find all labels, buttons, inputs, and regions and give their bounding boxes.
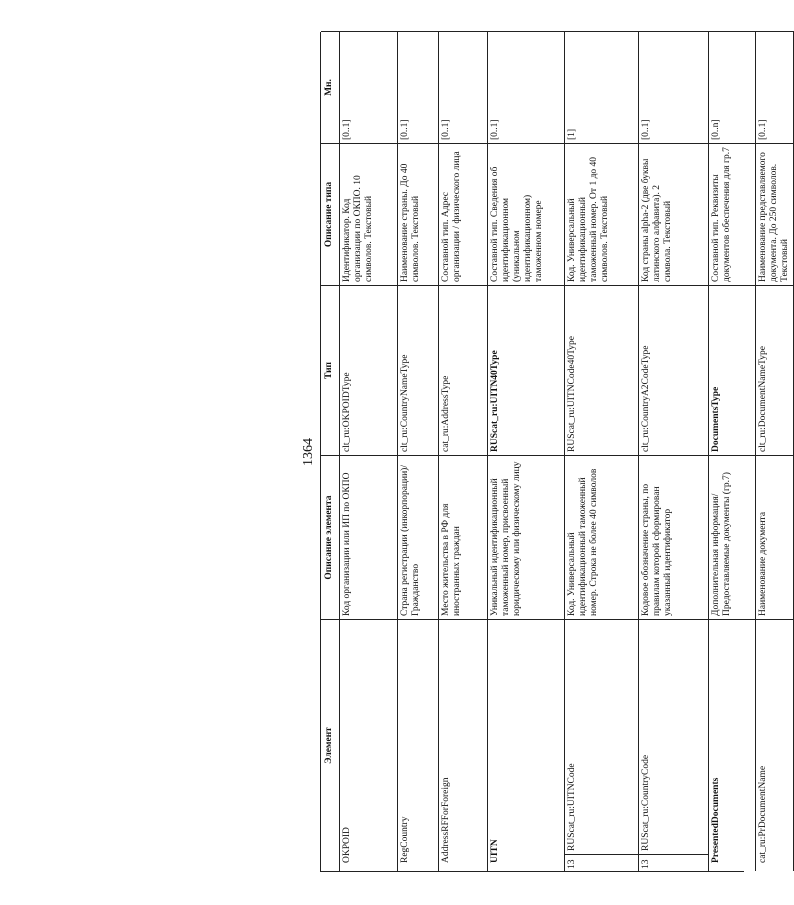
row-uitn-element-description: Уникальный идентификационный таможенный номер, присвоенный юридическому или физическому лицу (488, 455, 565, 619)
element-name: RegCountry (400, 816, 410, 863)
element-name: AddressRFForForeign (441, 777, 451, 863)
row-countrycode-type-description: Код страны alpha-2 (две буквы латинского алфавита). 2 символа. Текстовый (639, 143, 709, 285)
row-regcountry-element (398, 619, 439, 871)
element-name: PresentedDocuments (711, 777, 721, 863)
row-uitncode-type: RUScat_ru:UITNCode40Type (565, 285, 639, 455)
row-document-name-multiplicity: [0..1] (756, 31, 794, 143)
row-presented-documents-multiplicity: [0..n] (709, 31, 756, 143)
row-uitncode-type-description: Код. Универсальный идентификационный таможенный номер. От 1 до 40 символов. Текстовый (565, 143, 639, 285)
row-presented-documents-element-description: Дополнительная информация/Предоставляемые документы (гр.7) (709, 455, 756, 619)
row-presented-documents-type: DocumentsType (709, 285, 756, 455)
row-regcountry-type: clt_ru:CountryNameType (398, 285, 439, 455)
row-countrycode-type: clt_ru:CountryA2CodeType (639, 285, 709, 455)
header-type: Тип (321, 285, 340, 455)
row-address-type-description: Составной тип. Адрес организации / физического лица (439, 143, 488, 285)
row-okpoid-type: clt_ru:OKPOIDType (340, 285, 398, 455)
row-presented-documents-element (709, 619, 756, 871)
header-element: Элемент (321, 619, 340, 871)
row-document-name-type-description: Наименование представляемого документа. До 250 символов. Текстовый (756, 143, 794, 285)
row-document-name-element (756, 619, 794, 871)
row-okpoid-element-description: Код организации или ИП по ОКПО (340, 455, 398, 619)
row-uitncode-multiplicity: [1] (565, 31, 639, 143)
row-uitncode-element (565, 619, 639, 871)
row-uitncode-element-description: Код. Универсальный идентификационный таможенный номер. Строка не более 40 символов (565, 455, 639, 619)
element-name: OKPOID (342, 827, 352, 863)
row-uitn-type: RUScat_ru:UITN40Type (488, 285, 565, 455)
row-countrycode-multiplicity: [0..1] (639, 31, 709, 143)
page-number: 1364 (301, 438, 316, 466)
row-regcountry-multiplicity: [0..1] (398, 31, 439, 143)
nesting-level: 13 (565, 854, 638, 871)
row-regcountry-element-description: Страна регистрации (инкорпорации)/Гражданство (398, 455, 439, 619)
element-name: RUScat_ru:CountryCode (641, 754, 651, 851)
row-okpoid-multiplicity: [0..1] (340, 31, 398, 143)
row-document-name-type: clt_ru:DocumentNameType (756, 285, 794, 455)
element-name: cat_ru:PrDocumentName (758, 765, 768, 863)
row-address-multiplicity: [0..1] (439, 31, 488, 143)
elements-table (320, 32, 790, 872)
table-grid (320, 32, 790, 872)
row-okpoid-type-description: Идентификатор. Код организации по ОКПО. 10 символов. Текстовый (340, 143, 398, 285)
row-regcountry-type-description: Наименование страны. До 40 символов. Текстовый (398, 143, 439, 285)
row-address-type: cat_ru:AddressType (439, 285, 488, 455)
row-address-element-description: Место жительства в РФ для иностранных граждан (439, 455, 488, 619)
element-name: UITN (490, 839, 500, 863)
nesting-level: 13 (639, 854, 708, 871)
element-name: RUScat_ru:UITNCode (567, 763, 577, 851)
row-uitn-element (488, 619, 565, 871)
header-type-description: Описание типа (321, 143, 340, 285)
row-document-name-element-description: Наименование документа (756, 455, 794, 619)
header-multiplicity: Мн. (321, 31, 340, 143)
header-element-description: Описание элемента (321, 455, 340, 619)
row-uitn-type-description: Составной тип. Сведения об идентификационном (уникальном идентификационном) таможенном номере (488, 143, 565, 285)
row-address-element (439, 619, 488, 871)
row-okpoid-element (340, 619, 398, 871)
row-presented-documents-type-description: Составной тип. Реквизиты документов обеспечения для гр.7 (709, 143, 756, 285)
row-countrycode-element (639, 619, 709, 871)
row-countrycode-element-description: Кодовое обозначение страны, по правилам которой сформирован указанный идентификатор (639, 455, 709, 619)
row-uitn-multiplicity: [0..1] (488, 31, 565, 143)
